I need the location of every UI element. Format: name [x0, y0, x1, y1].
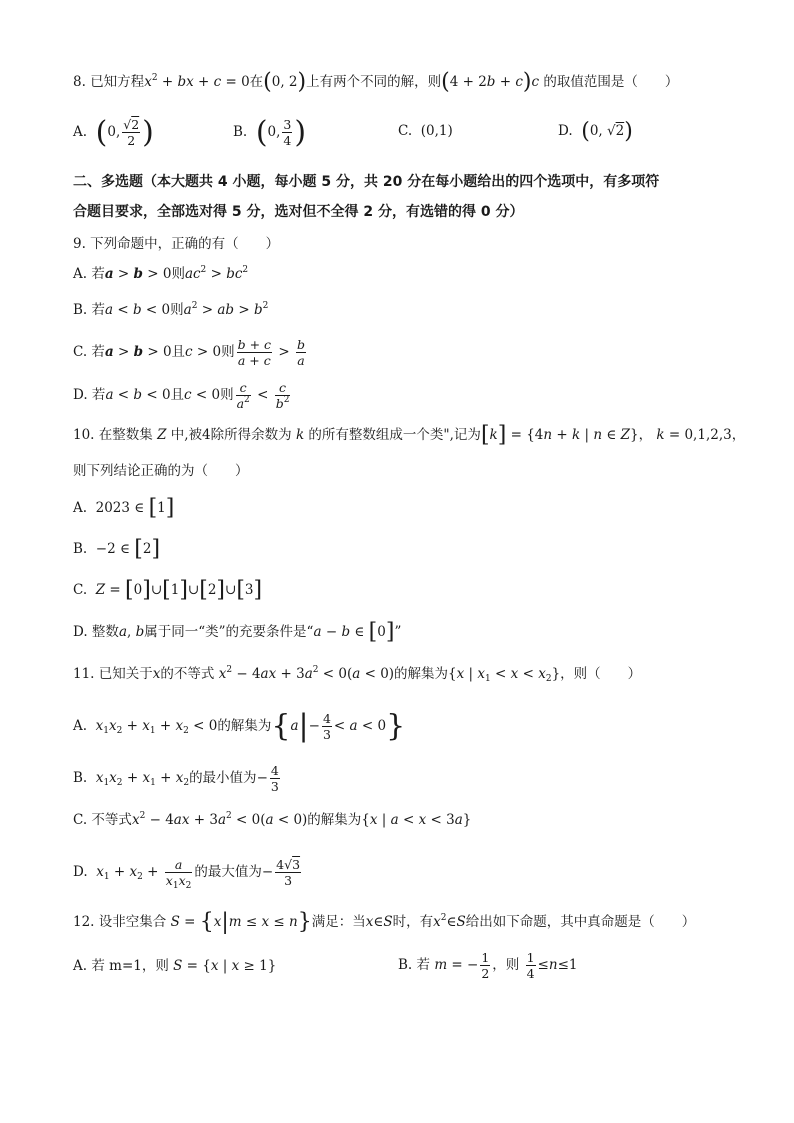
q9-option-c: C. 若a > b > 0且c > 0则 $\frac{b + c}{a + c}$ > $\frac{b}{a}$: [73, 337, 305, 368]
q10-option-d: D. 整数a, b属于同一“类”的充要条件是“a − b ∈ [0]”: [73, 619, 402, 645]
q10-option-a: A. 2023 ∈ [1]: [73, 495, 175, 521]
q9-stem: 9. 下列命题中，正确的有（ ）: [73, 236, 280, 252]
q8-option-d: D. (0, √2): [558, 119, 633, 144]
q11-option-b: B. $x_1x_2 + x_1 + x_2$的最小值为− $\frac{4}{3}$: [73, 763, 279, 794]
section-heading-line2: 合题目要求，全部选对得 5 分，选对但不全得 2 分，有选错的得 0 分）: [73, 204, 524, 220]
q12-option-a: A. 若 m=1，则 S = {x | x ≥ 1}: [73, 958, 277, 974]
q12-options: [73, 950, 773, 990]
q10-option-b: B. −2 ∈ [2]: [73, 536, 161, 562]
q10-stem-line2: 则下列结论正确的为（ ）: [73, 463, 249, 479]
q11-option-a: A. $x_1x_2 + x_1 + x_2 < 0$的解集为{a|− $\frac{4}{3}$ < a < 0}: [73, 708, 406, 744]
section-heading-line1: 二、多选题（本大题共 4 小题，每小题 5 分，共 20 分在每小题给出的四个选项中，有多项符: [73, 174, 660, 190]
q11-option-d: D. $x_1 + x_2$ + $\frac{a}{x_1x_2}$ 的最大值为− $\frac{4√3}{3}$: [73, 857, 301, 891]
q9-option-b: B. 若a < b < 0则$a^2$ > ab > $b^2$: [73, 301, 269, 318]
q8-option-b: B. (0, $\frac{3}{4}$ ): [233, 115, 307, 150]
q11-stem: 11. 已知关于x的不等式 $x^2 - 4ax + 3a^2 < 0(a < 0)$的解集为{x | $x_1 < x < x_2$}，则（ ）: [73, 665, 642, 684]
q12-option-b: B. 若 m = − $\frac{1}{2}$ ，则 $\frac{1}{4}$ ≤n≤1: [398, 950, 578, 981]
q8-stem: 8. 已知方程$x^2$ + bx + c = 0在(0, 2)上有两个不同的解，则(4 + 2b + c)c 的取值范围是（ ）: [73, 69, 679, 95]
q10-option-c: C. Z = [0]∪[1]∪[2]∪[3]: [73, 577, 263, 603]
q9-option-d: D. 若a < b < 0且c < 0则 $\frac{c}{a^2}$ < $\frac{c}{b^2}$: [73, 380, 290, 411]
q9-option-a: A. 若a > b > 0则$ac^2 > bc^2$: [73, 265, 249, 282]
q8-option-a: A. (0, $\frac{√2}{2}$ ): [73, 115, 154, 150]
q8-option-c: C. (0,1): [398, 123, 453, 139]
q10-stem-line1: 10. 在整数集 Z 中,被4除所得余数为 k 的所有整数组成一个类",记为[k] = {4n + k | n ∈ Z}， k = 0,1,2,3，: [73, 422, 746, 448]
q11-option-c: C. 不等式$x^2 - 4ax + 3a^2 < 0(a < 0)$的解集为{x | a < x < 3a}: [73, 811, 472, 828]
q12-stem: 12. 设非空集合 S = {x|m ≤ x ≤ n}满足：当x∈S时，有$x^2\in S$给出如下命题，其中真命题是（ ）: [73, 909, 696, 935]
